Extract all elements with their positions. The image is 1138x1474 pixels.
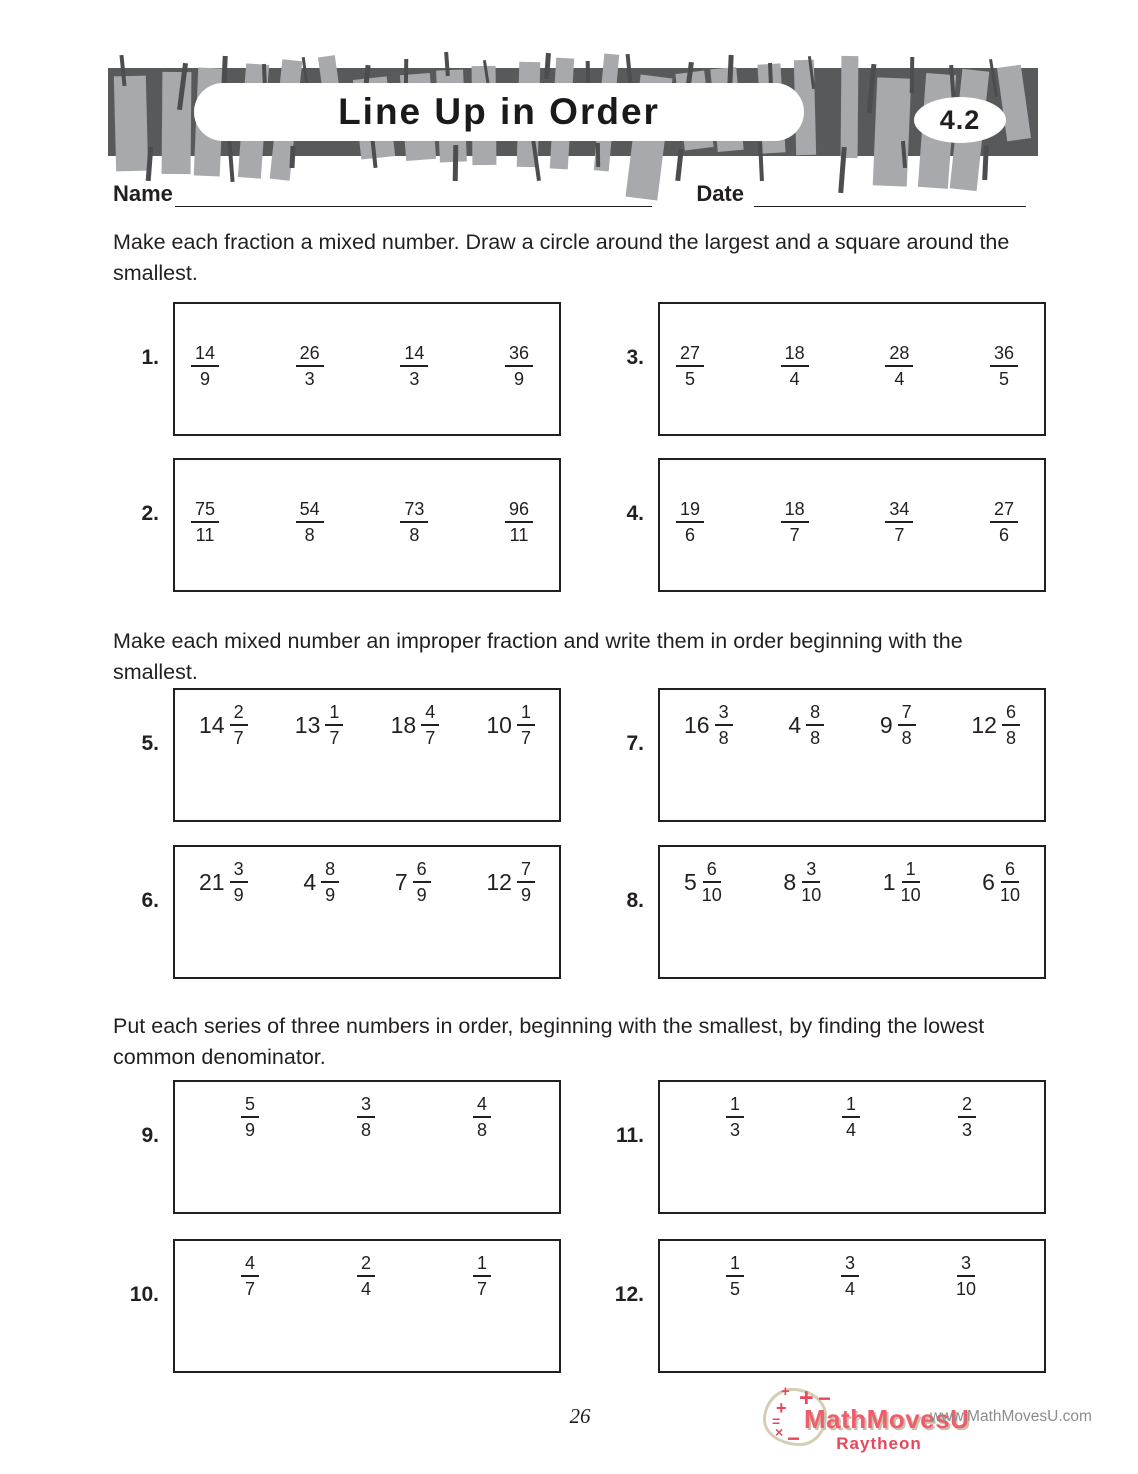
problem-5-number: 5.: [141, 732, 159, 756]
mixed-number: [486, 702, 535, 748]
mixed-number: [395, 859, 431, 905]
numerator: 27: [990, 499, 1018, 523]
fraction-stack: [702, 859, 722, 905]
worksheet-content: [113, 181, 1058, 1373]
whole-number: 10: [486, 711, 512, 738]
fraction: [241, 1094, 259, 1140]
fraction-stack: [473, 1253, 491, 1299]
denominator: 9: [245, 1120, 256, 1141]
denominator: 8: [1005, 728, 1016, 749]
fraction-stack: [885, 499, 913, 545]
denominator: 7: [894, 525, 905, 546]
denominator: 5: [998, 369, 1009, 390]
problem-9-number: 9.: [141, 1124, 159, 1148]
whole-number: 4: [303, 868, 317, 895]
fraction-stack: [241, 1094, 259, 1140]
multiply-icon: ×: [775, 1424, 784, 1440]
fraction-stack: [517, 859, 535, 905]
numerator: 27: [676, 343, 704, 367]
numerator: 8: [321, 859, 339, 883]
fraction-stack: [842, 1094, 860, 1140]
fraction: [676, 499, 704, 545]
denominator: 8: [304, 525, 315, 546]
whole-number: 5: [684, 868, 697, 895]
page-title: Line Up in Order: [338, 91, 660, 132]
fraction: [191, 343, 219, 389]
mixed-number: [295, 702, 344, 748]
problem-3-box[interactable]: [658, 302, 1046, 436]
fraction-stack: [806, 702, 824, 748]
mixed-number: [971, 702, 1020, 748]
fraction: [505, 499, 533, 545]
denominator: 11: [195, 525, 215, 546]
numerator: 2: [958, 1094, 976, 1118]
whole-number: 21: [199, 868, 225, 895]
mixed-number: [199, 702, 248, 748]
denominator: 10: [900, 885, 921, 906]
whole-number: 13: [294, 711, 321, 738]
numerator: 14: [191, 343, 219, 367]
denominator: 8: [409, 525, 420, 546]
numerator: 28: [885, 343, 913, 367]
problem-3: [598, 302, 1046, 436]
denominator: 3: [304, 369, 315, 390]
whole-number: 4: [788, 711, 802, 738]
whole-number: 14: [199, 711, 225, 738]
numerator: 3: [841, 1253, 859, 1277]
logo-raytheon: Raytheon: [836, 1434, 922, 1453]
mathmovesu-logo: [762, 1383, 992, 1474]
mixed-number: [391, 702, 440, 748]
fraction-stack: [413, 859, 431, 905]
fraction: [296, 499, 324, 545]
fraction: [676, 343, 704, 389]
denominator: 4: [360, 1279, 371, 1300]
fraction-stack: [473, 1094, 491, 1140]
numerator: 4: [241, 1253, 259, 1277]
plus-icon: +: [781, 1383, 790, 1400]
numerator: 3: [802, 859, 820, 883]
denominator: 6: [998, 525, 1009, 546]
numerator: 1: [726, 1253, 744, 1277]
fraction-stack: [400, 499, 428, 545]
fraction-stack: [296, 499, 324, 545]
problems-row-5-7: [113, 688, 1058, 822]
denominator: 5: [730, 1279, 741, 1300]
numerator: 7: [898, 702, 916, 726]
fraction: [958, 1094, 976, 1140]
fraction-stack: [505, 343, 533, 389]
fraction-stack: [898, 702, 916, 748]
denominator: 8: [901, 728, 912, 749]
equals-icon: =: [772, 1413, 781, 1429]
plus-icon: +: [799, 1384, 814, 1412]
page-title-pill: [194, 83, 804, 141]
fraction: [990, 343, 1018, 389]
denominator: 8: [718, 728, 729, 749]
denominator: 7: [245, 1279, 256, 1300]
mixed-number: [684, 859, 722, 905]
whole-number: 9: [879, 711, 893, 738]
denominator: 4: [894, 369, 905, 390]
fraction-stack: [357, 1094, 375, 1140]
date-label: Date: [696, 181, 744, 206]
fraction-stack: [230, 702, 248, 748]
numerator: 1: [902, 859, 920, 883]
fraction: [191, 499, 219, 545]
denominator: 9: [233, 885, 244, 906]
numerator: 5: [241, 1094, 259, 1118]
problems-row-9-11: [113, 1080, 1058, 1214]
mixed-number: [303, 859, 339, 905]
problem-3-number: 3.: [626, 346, 644, 370]
numerator: 1: [726, 1094, 744, 1118]
problem-5-box[interactable]: [173, 688, 561, 822]
numerator: 19: [676, 499, 704, 523]
numerator: 26: [296, 343, 324, 367]
numerator: 6: [1001, 859, 1019, 883]
numerator: 75: [191, 499, 219, 523]
fraction: [473, 1253, 491, 1299]
problem-7-box[interactable]: [658, 688, 1046, 822]
fraction-stack: [956, 1253, 976, 1299]
fraction-stack: [715, 702, 733, 748]
fraction: [726, 1094, 744, 1140]
problem-2-box[interactable]: [173, 458, 561, 592]
fraction-stack: [296, 343, 324, 389]
denominator: 4: [845, 1120, 856, 1141]
fraction-stack: [325, 702, 343, 748]
denominator: 3: [730, 1120, 741, 1141]
fraction: [505, 343, 533, 389]
fraction-stack: [958, 1094, 976, 1140]
fraction-stack: [885, 343, 913, 389]
website-url[interactable]: www.MathMovesU.com: [930, 1408, 1092, 1425]
problem-8: [598, 845, 1046, 979]
denominator: 5: [685, 369, 696, 390]
name-line[interactable]: [175, 182, 652, 207]
fraction: [400, 499, 428, 545]
fraction: [400, 343, 428, 389]
numerator: 2: [230, 702, 248, 726]
problem-4-box[interactable]: [658, 458, 1046, 592]
fraction-stack: [1000, 859, 1020, 905]
fraction: [357, 1094, 375, 1140]
fraction-stack: [400, 343, 428, 389]
whole-number: 6: [982, 868, 995, 895]
denominator: 10: [999, 885, 1020, 906]
fraction-stack: [421, 702, 439, 748]
denominator: 9: [513, 369, 524, 390]
problems-row-1-3: [113, 302, 1058, 436]
mixed-number: [486, 859, 535, 905]
denominator: 9: [416, 885, 427, 906]
instructions-1: Make each fraction a mixed number. Draw a circle around the largest and a square around the smallest.: [113, 230, 1010, 285]
fraction: [956, 1253, 976, 1299]
numerator: 1: [842, 1094, 860, 1118]
numerator: 7: [517, 859, 535, 883]
fraction: [990, 499, 1018, 545]
denominator: 7: [233, 728, 244, 749]
problem-11-number: 11.: [615, 1124, 644, 1148]
whole-number: 12: [486, 868, 512, 895]
fraction: [473, 1094, 491, 1140]
whole-number: 16: [684, 711, 710, 738]
denominator: 3: [961, 1120, 972, 1141]
instructions-2: Make each mixed number an improper fraction and write them in order beginning with the smallest.: [113, 629, 963, 684]
numerator: 3: [357, 1094, 375, 1118]
fraction: [781, 499, 809, 545]
fraction-stack: [781, 499, 809, 545]
problem-2: [113, 458, 561, 592]
problem-10-box[interactable]: [173, 1239, 561, 1373]
denominator: 3: [409, 369, 420, 390]
fraction-stack: [191, 343, 219, 389]
fraction: [885, 343, 913, 389]
problem-6: [113, 845, 561, 979]
fraction-stack: [726, 1094, 744, 1140]
problem-5: [113, 688, 561, 822]
header-banner: [108, 52, 1040, 184]
fraction-stack: [191, 499, 219, 545]
denominator: 9: [520, 885, 531, 906]
problems-row-6-8: [113, 845, 1058, 979]
problem-8-number: 8.: [626, 889, 644, 913]
denominator: 11: [509, 525, 529, 546]
problem-1: [113, 302, 561, 436]
numerator: 34: [885, 499, 913, 523]
denominator: 4: [844, 1279, 855, 1300]
numerator: 18: [781, 343, 809, 367]
mixed-number: [880, 702, 916, 748]
fraction-stack: [676, 343, 704, 389]
minus-icon: −: [787, 1426, 800, 1451]
numerator: 6: [413, 859, 431, 883]
denominator: 7: [425, 728, 436, 749]
numerator: 8: [806, 702, 824, 726]
logo-wordmark: MathMovesU: [804, 1404, 970, 1434]
section-badge: [914, 97, 1006, 143]
numerator: 36: [505, 343, 533, 367]
denominator: 9: [200, 369, 211, 390]
problem-8-box[interactable]: [658, 845, 1046, 979]
fraction-stack: [990, 499, 1018, 545]
fraction: [726, 1253, 744, 1299]
fraction-stack: [901, 859, 921, 905]
problem-6-box[interactable]: [173, 845, 561, 979]
whole-number: 18: [390, 711, 417, 738]
fraction-stack: [241, 1253, 259, 1299]
fraction-stack: [801, 859, 821, 905]
denominator: 9: [325, 885, 336, 906]
plus-icon: +: [776, 1398, 787, 1418]
problem-11-box[interactable]: [658, 1080, 1046, 1214]
fraction-stack: [230, 859, 248, 905]
denominator: 8: [360, 1120, 371, 1141]
denominator: 7: [329, 728, 340, 749]
fraction-stack: [676, 499, 704, 545]
fraction: [296, 343, 324, 389]
mixed-number: [684, 702, 733, 748]
fraction-stack: [990, 343, 1018, 389]
problems-row-10-12: [113, 1239, 1058, 1373]
numerator: 14: [400, 343, 428, 367]
mixed-number: [982, 859, 1020, 905]
problem-1-box[interactable]: [173, 302, 561, 436]
numerator: 3: [230, 859, 248, 883]
problem-10: [113, 1239, 561, 1373]
numerator: 4: [421, 702, 439, 726]
problem-12: [598, 1239, 1046, 1373]
problem-1-number: 1.: [141, 346, 159, 370]
numerator: 1: [473, 1253, 491, 1277]
date-line[interactable]: [754, 182, 1026, 207]
fraction-stack: [357, 1253, 375, 1299]
whole-number: 1: [882, 868, 896, 895]
denominator: 4: [789, 369, 800, 390]
denominator: 6: [685, 525, 696, 546]
numerator: 73: [400, 499, 428, 523]
numerator: 1: [517, 702, 535, 726]
fraction-stack: [781, 343, 809, 389]
fraction-stack: [321, 859, 339, 905]
denominator: 10: [801, 885, 822, 906]
fraction: [781, 343, 809, 389]
problem-4: [598, 458, 1046, 592]
fraction-stack: [1002, 702, 1020, 748]
problem-11: [598, 1080, 1046, 1214]
instructions-3: Put each series of three numbers in order, beginning with the smallest, by finding the lowest common denominator.: [113, 1014, 985, 1069]
mixed-number: [883, 859, 921, 905]
numerator: 18: [781, 499, 809, 523]
problem-4-number: 4.: [626, 502, 644, 526]
fraction-stack: [841, 1253, 859, 1299]
numerator: 96: [505, 499, 533, 523]
numerator: 4: [473, 1094, 491, 1118]
page-number: 26: [569, 1404, 591, 1428]
numerator: 3: [957, 1253, 975, 1277]
denominator: 10: [701, 885, 722, 906]
numerator: 6: [1002, 702, 1020, 726]
fraction-stack: [517, 702, 535, 748]
fraction-stack: [726, 1253, 744, 1299]
denominator: 10: [955, 1279, 976, 1300]
section-badge-number: 4.2: [939, 104, 981, 135]
problem-12-box[interactable]: [658, 1239, 1046, 1373]
fraction: [842, 1094, 860, 1140]
problem-9-box[interactable]: [173, 1080, 561, 1214]
problem-2-number: 2.: [141, 502, 159, 526]
numerator: 1: [325, 702, 343, 726]
whole-number: 12: [971, 711, 997, 738]
whole-number: 7: [394, 868, 408, 895]
denominator: 7: [476, 1279, 487, 1300]
numerator: 54: [296, 499, 324, 523]
fraction: [357, 1253, 375, 1299]
mixed-number: [788, 702, 824, 748]
denominator: 8: [476, 1120, 487, 1141]
problems-row-2-4: [113, 458, 1058, 592]
fraction: [885, 499, 913, 545]
numerator: 3: [715, 702, 733, 726]
mixed-number: [199, 859, 248, 905]
fraction: [241, 1253, 259, 1299]
numerator: 6: [703, 859, 721, 883]
problem-12-number: 12.: [614, 1283, 644, 1307]
fraction-stack: [505, 499, 533, 545]
fraction: [841, 1253, 859, 1299]
denominator: 8: [810, 728, 821, 749]
mixed-number: [783, 859, 821, 905]
denominator: 7: [789, 525, 800, 546]
denominator: 7: [520, 728, 531, 749]
problem-6-number: 6.: [141, 889, 159, 913]
minus-icon: −: [818, 1386, 831, 1411]
whole-number: 8: [783, 868, 797, 895]
name-label: Name: [113, 181, 173, 206]
numerator: 36: [990, 343, 1018, 367]
numerator: 2: [357, 1253, 375, 1277]
problem-9: [113, 1080, 561, 1214]
problem-10-number: 10.: [129, 1283, 159, 1307]
problem-7-number: 7.: [626, 732, 644, 756]
problem-7: [598, 688, 1046, 822]
